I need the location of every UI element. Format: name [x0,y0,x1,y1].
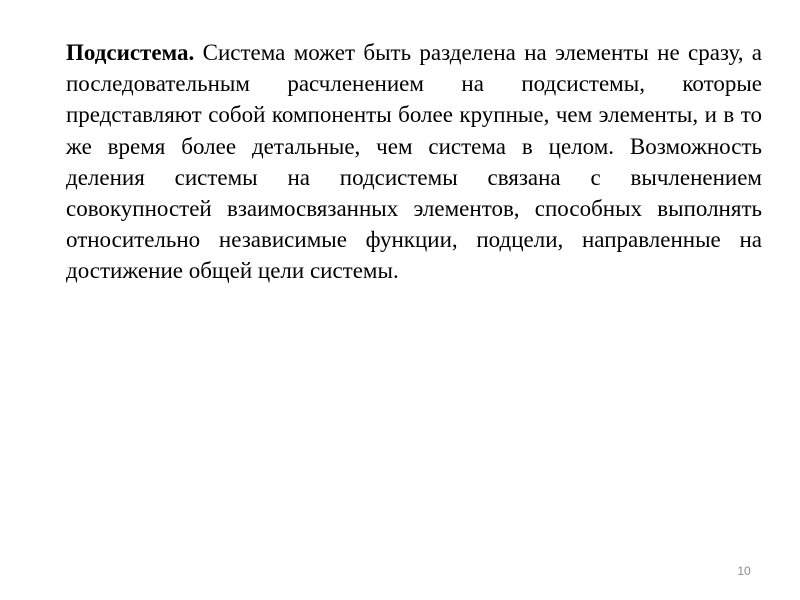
term-heading: Подсистема. [66,40,195,65]
slide-number: 10 [737,564,751,578]
paragraph-body: Система может быть разделена на элементы не сразу, а последовательным расчленением на подсистемы, которые представляют собой компоненты более крупные, чем элементы, и в то же время более детальные, чем система в целом. Возможность деления системы на подсистемы связана с вычленением совокупностей взаимосвязанных элементов, способных выполнять относительно независимые функции, подцели, направленные на достижение общей цели системы. [66,40,762,284]
slide-paragraph [66,37,762,287]
